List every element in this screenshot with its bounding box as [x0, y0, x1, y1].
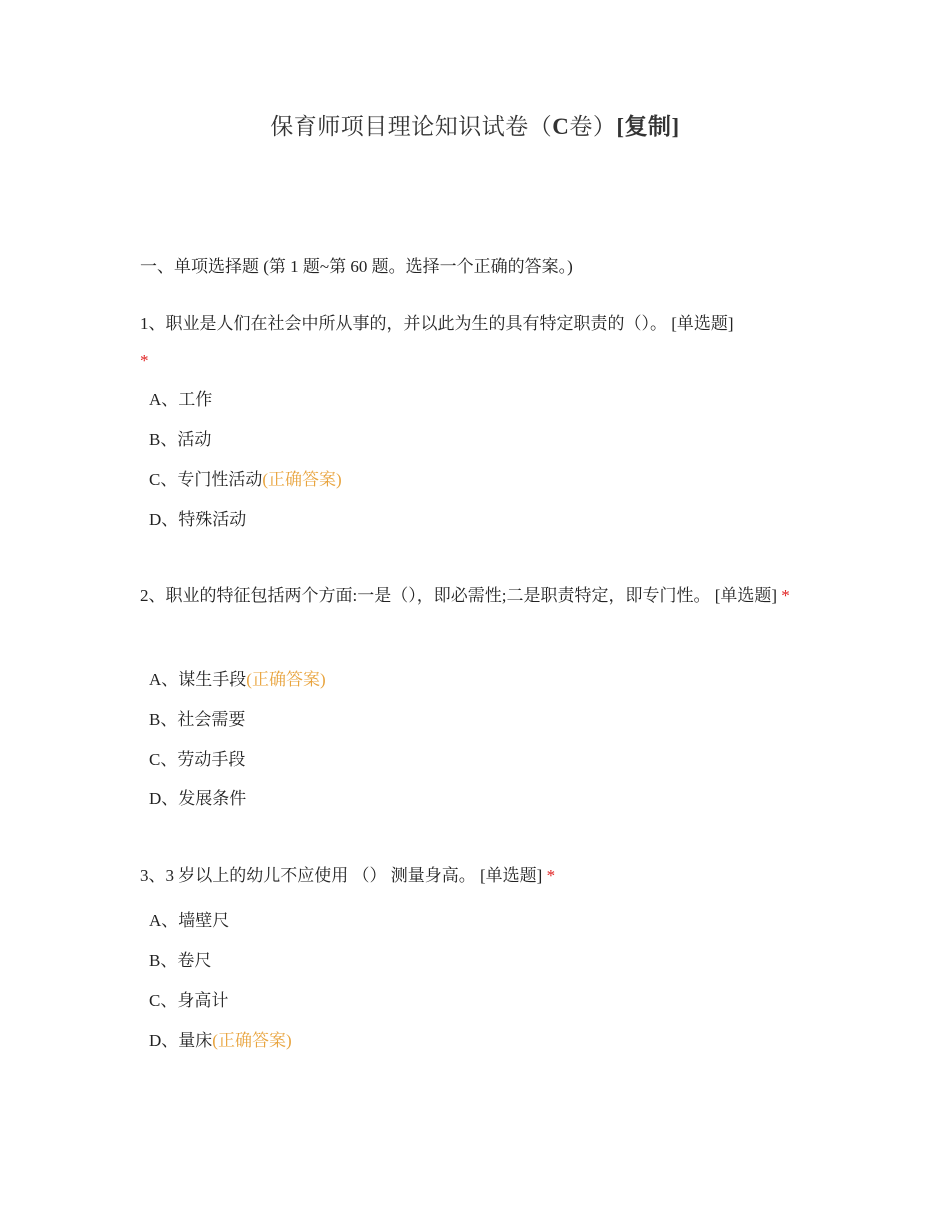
- option-1a[interactable]: [149, 388, 212, 412]
- option-3a[interactable]: [149, 909, 229, 933]
- option-label: A、墙壁尺: [149, 911, 230, 930]
- option-label: B、社会需要: [149, 710, 246, 729]
- title-bold: C: [552, 114, 570, 139]
- correct-answer-badge: (正确答案): [212, 1031, 292, 1050]
- option-label: B、卷尺: [149, 951, 212, 970]
- option-3d[interactable]: [149, 1029, 292, 1053]
- question-3: [140, 857, 810, 894]
- question-text: 1、职业是人们在社会中所从事的，并以此为生的具有特定职责的（）。 [单选题]: [140, 314, 734, 333]
- title-middle: 卷）: [569, 114, 617, 139]
- option-label: A、工作: [149, 390, 213, 409]
- required-mark: *: [781, 586, 790, 605]
- option-2c[interactable]: [149, 748, 245, 772]
- option-1b[interactable]: [149, 428, 211, 452]
- option-label: B、活动: [149, 430, 212, 449]
- option-label: C、身高计: [149, 991, 229, 1010]
- title-suffix: [复制]: [616, 114, 680, 139]
- page-title: [0, 108, 950, 141]
- question-text: 2、职业的特征包括两个方面:一是（），即必需性;二是职责特定，即专门性。 [单选题]: [140, 586, 778, 605]
- option-label: D、特殊活动: [149, 510, 247, 529]
- correct-answer-badge: (正确答案): [246, 670, 326, 689]
- option-label: A、谋生手段: [149, 670, 247, 689]
- option-label: C、专门性活动: [149, 470, 263, 489]
- title-prefix: 保育师项目理论知识试卷（: [270, 114, 553, 139]
- question-text: 3、3 岁以上的幼儿不应使用 （） 测量身高。 [单选题]: [140, 866, 543, 885]
- required-mark: *: [546, 866, 556, 885]
- option-label: D、量床: [149, 1031, 213, 1050]
- option-1c[interactable]: [149, 468, 342, 492]
- question-1: [140, 305, 810, 379]
- option-2d[interactable]: [149, 787, 246, 811]
- option-1d[interactable]: [149, 508, 246, 532]
- option-label: C、劳动手段: [149, 750, 246, 769]
- question-2: [140, 577, 810, 614]
- required-mark: *: [140, 351, 149, 370]
- option-3b[interactable]: [149, 949, 211, 973]
- correct-answer-badge: (正确答案): [262, 470, 342, 489]
- option-3c[interactable]: [149, 989, 228, 1013]
- option-label: D、发展条件: [149, 789, 247, 808]
- option-2a[interactable]: [149, 668, 326, 692]
- section-heading: 一、单项选择题 (第 1 题~第 60 题。选择一个正确的答案。): [140, 257, 573, 276]
- option-2b[interactable]: [149, 708, 245, 732]
